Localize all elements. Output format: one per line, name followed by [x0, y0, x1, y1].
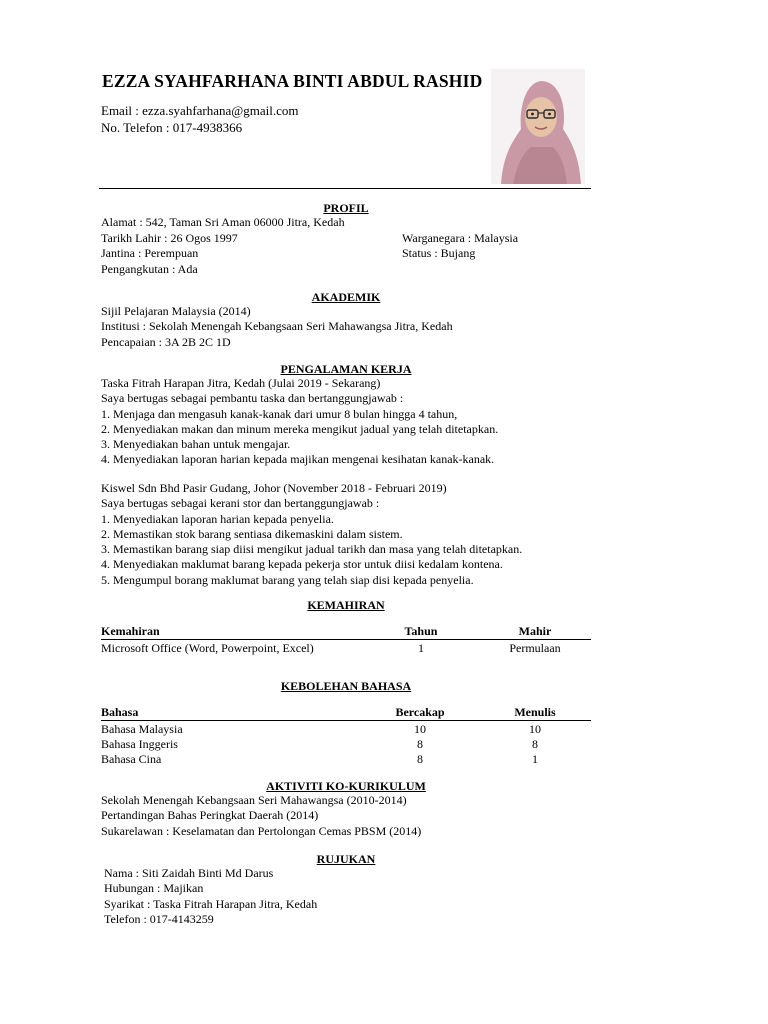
bahasa-heading: KEBOLEHAN BAHASA: [280, 679, 412, 693]
table-header-row: [101, 624, 591, 640]
column-header: Kemahiran: [101, 624, 160, 638]
column-header: Bercakap: [395, 705, 445, 719]
table-cell: Bahasa Malaysia: [101, 722, 183, 736]
profil-jantina: Jantina : Perempuan: [101, 246, 199, 260]
list-item: Sekolah Menengah Kebangsaan Seri Mahawangsa (2010-2014): [101, 793, 407, 807]
table-cell: Microsoft Office (Word, Powerpoint, Excel): [101, 641, 314, 655]
table-cell: Permulaan: [509, 641, 561, 655]
list-item: Sukarelawan : Keselamatan dan Pertolongan Cemas PBSM (2014): [101, 823, 422, 838]
list-item: 2. Memastikan stok barang sentiasa dikemaskini dalam sistem.: [101, 526, 403, 541]
list-item: 5. Mengumpul borang maklumat barang yang telah siap disi kepada penyelia.: [101, 572, 474, 587]
table-row: [101, 722, 591, 737]
table-row: [101, 641, 591, 656]
list-item: 3. Memastikan barang siap diisi mengikut jadual tarikh dan masa yang telah ditetapkan.: [101, 542, 523, 557]
profil-heading: PROFIL: [323, 201, 369, 215]
rujukan-heading: RUJUKAN: [316, 852, 376, 866]
bahasa-table: [101, 705, 591, 768]
kemahiran-heading: KEMAHIRAN: [307, 598, 385, 612]
list-item: Telefon : 017-4143259: [104, 911, 214, 926]
akademik-list: [101, 304, 453, 350]
list-item: Hubungan : Majikan: [104, 881, 204, 896]
contact-block: [101, 102, 299, 136]
table-cell: Bahasa Inggeris: [101, 737, 178, 752]
phone-line: No. Telefon : 017-4938366: [101, 120, 243, 135]
list-item: Saya bertugas sebagai pembantu taska dan bertanggungjawab :: [101, 391, 404, 406]
column-header: Bahasa: [101, 705, 139, 719]
list-item: Institusi : Sekolah Menengah Kebangsaan Seri Mahawangsa Jitra, Kedah: [101, 319, 453, 334]
kokurikulum-list: [101, 793, 421, 839]
profil-status: Status : Bujang: [402, 246, 476, 260]
profil-tarikh-lahir: Tarikh Lahir : 26 Ogos 1997: [101, 231, 238, 245]
column-header: Tahun: [404, 624, 438, 638]
list-item: 2. Menyediakan makan dan minum mereka mengikut jadual yang telah ditetapkan.: [101, 421, 499, 436]
header-divider: [99, 188, 591, 189]
list-item: 4. Menyediakan maklumat barang kepada pekerja stor untuk diisi kedalam kontena.: [101, 557, 503, 572]
column-header: Menulis: [514, 705, 556, 719]
list-item: 3. Menyediakan bahan untuk mengajar.: [101, 437, 291, 452]
list-item: 1. Menyediakan laporan harian kepada penyelia.: [101, 511, 334, 526]
list-item: Taska Fitrah Harapan Jitra, Kedah (Julai 2019 - Sekarang): [101, 376, 381, 390]
rujukan-list: [104, 866, 317, 927]
list-item: Kiswel Sdn Bhd Pasir Gudang, Johor (November 2018 - Februari 2019): [101, 481, 447, 495]
job2-list: [101, 481, 522, 588]
list-item: Nama : Siti Zaidah Binti Md Darus: [104, 866, 274, 880]
table-cell: Bahasa Cina: [101, 752, 162, 767]
column-header: Mahir: [518, 624, 552, 638]
list-item: Pencapaian : 3A 2B 2C 1D: [101, 334, 231, 349]
table-cell: 1: [532, 752, 538, 767]
table-cell: 10: [414, 722, 426, 736]
job1-list: [101, 376, 498, 468]
profile-photo: [491, 69, 585, 184]
kemahiran-table: [101, 624, 591, 656]
list-item: 4. Menyediakan laporan harian kepada majikan mengenai kesihatan kanak-kanak.: [101, 452, 495, 467]
profil-warganegara: Warganegara : Malaysia: [402, 231, 519, 245]
list-item: Syarikat : Taska Fitrah Harapan Jitra, Kedah: [104, 896, 318, 911]
table-cell: 1: [418, 641, 424, 655]
email-line: Email : ezza.syahfarhana@gmail.com: [101, 103, 299, 118]
list-item: 1. Menjaga dan mengasuh kanak-kanak dari umur 8 bulan hingga 4 tahun,: [101, 406, 458, 421]
table-cell: 8: [417, 737, 423, 752]
table-cell: 8: [532, 737, 538, 752]
table-row: [101, 752, 591, 767]
table-row: [101, 737, 591, 752]
table-cell: 10: [529, 722, 541, 736]
list-item: Saya bertugas sebagai kerani stor dan bertanggungjawab :: [101, 496, 380, 511]
kokurikulum-heading: AKTIVITI KO-KURIKULUM: [266, 779, 426, 793]
akademik-heading: AKADEMIK: [311, 290, 381, 304]
table-header-row: [101, 705, 591, 721]
pengalaman-heading: PENGALAMAN KERJA: [280, 362, 412, 376]
profil-alamat: Alamat : 542, Taman Sri Aman 06000 Jitra, Kedah: [101, 215, 345, 229]
table-cell: 8: [417, 752, 423, 767]
resume-name: EZZA SYAHFARHANA BINTI ABDUL RASHID: [102, 71, 483, 91]
list-item: Sijil Pelajaran Malaysia (2014): [101, 304, 251, 318]
profil-pengangkutan: Pengangkutan : Ada: [101, 262, 198, 276]
list-item: Pertandingan Bahas Peringkat Daerah (2014): [101, 808, 319, 823]
